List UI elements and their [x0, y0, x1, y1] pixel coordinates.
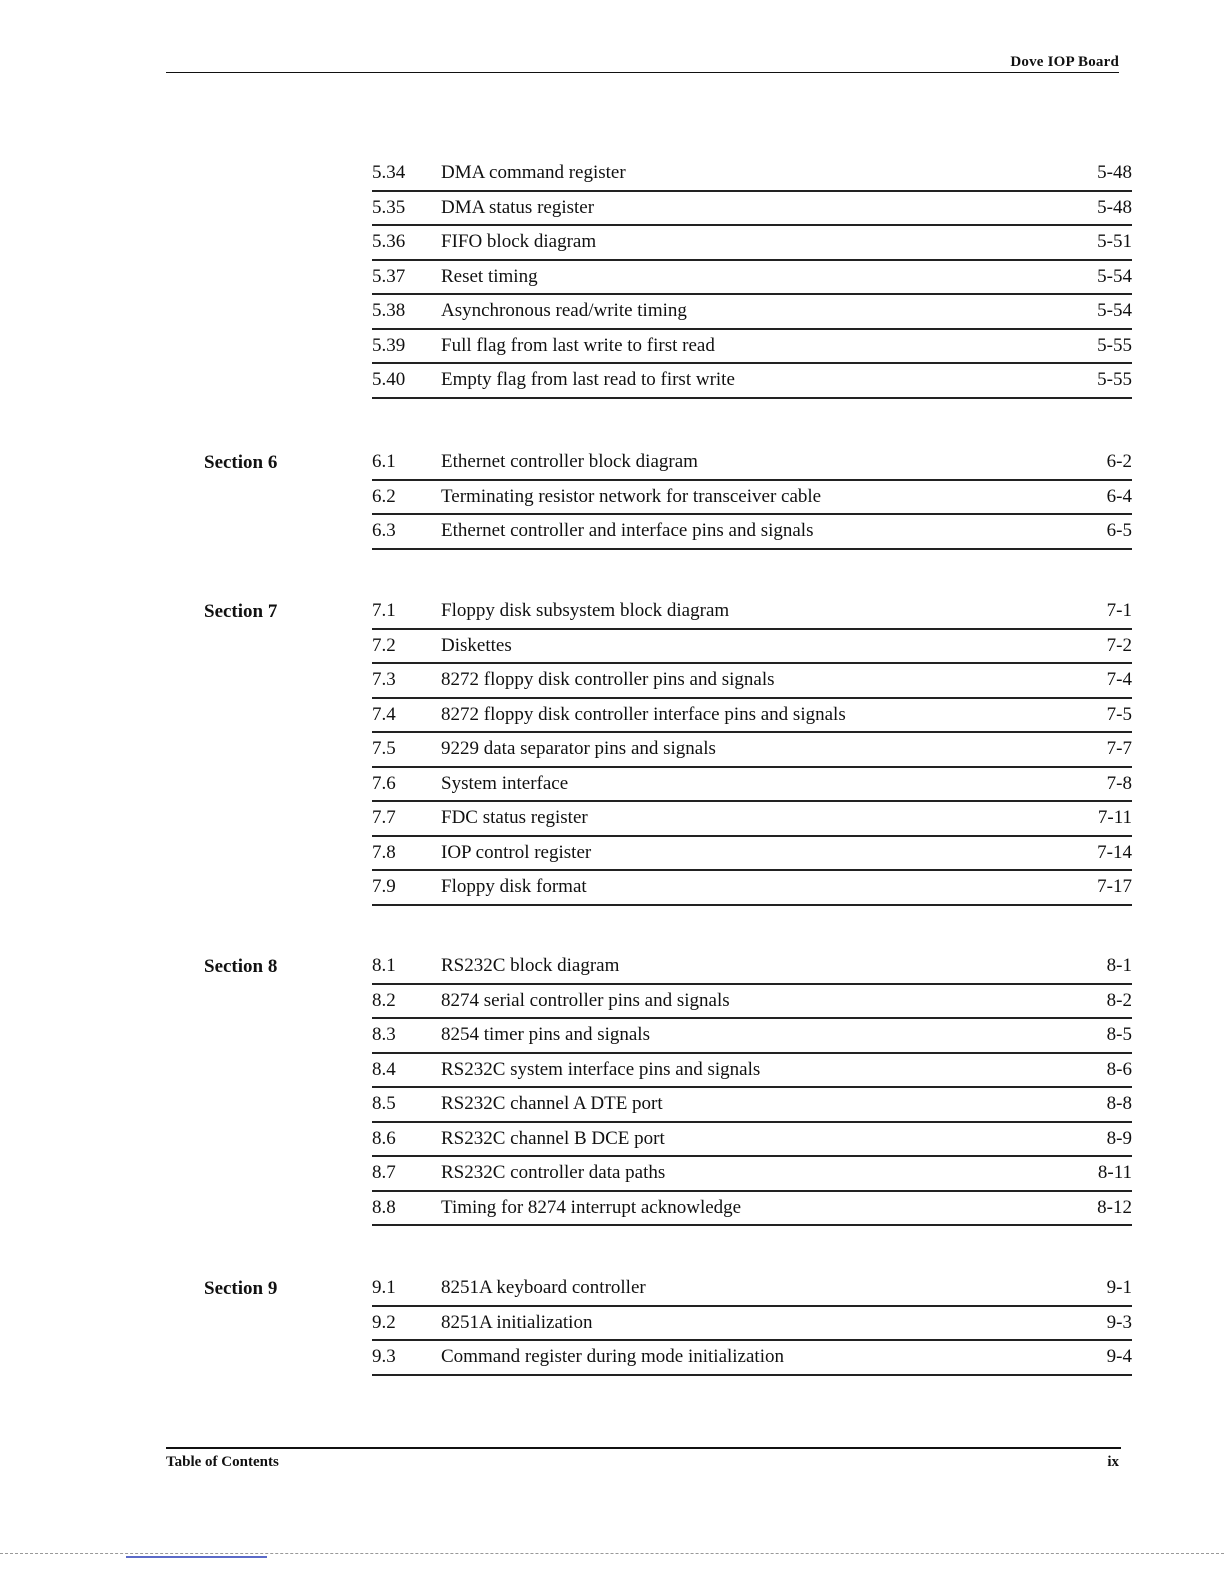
page-reference: 8-1	[1106, 955, 1132, 976]
figure-title: IOP control register	[441, 841, 592, 863]
page-reference: 5-48	[1097, 196, 1132, 218]
figure-title: RS232C block diagram	[441, 955, 620, 976]
figure-title: 8272 floppy disk controller interface pins and signals	[441, 703, 846, 725]
toc-entry	[372, 157, 1132, 192]
figure-title: Floppy disk subsystem block diagram	[441, 600, 730, 621]
page-reference: 7-4	[1106, 669, 1132, 690]
figure-number: 5.38	[372, 300, 406, 321]
toc-entry-list	[372, 1272, 1132, 1376]
toc-entry	[372, 1192, 1132, 1227]
figure-number: 7.2	[372, 634, 396, 656]
figure-number: 8.7	[372, 1162, 396, 1183]
figure-title: 8251A keyboard controller	[441, 1277, 646, 1298]
figure-title: FIFO block diagram	[441, 231, 597, 252]
page-reference: 5-54	[1097, 265, 1132, 287]
figure-number: 7.7	[372, 807, 396, 828]
figure-number: 6.2	[372, 485, 396, 507]
page-reference: 5-54	[1097, 300, 1132, 321]
page-reference: 6-2	[1106, 451, 1132, 472]
footer-rule	[166, 1447, 1121, 1449]
toc-entry	[372, 1123, 1132, 1158]
figure-number: 7.8	[372, 841, 396, 863]
toc-entry	[372, 330, 1132, 365]
figure-number: 8.5	[372, 1093, 396, 1114]
toc-entry	[372, 1088, 1132, 1123]
figure-number: 8.3	[372, 1024, 396, 1045]
toc-entry	[372, 985, 1132, 1020]
toc-entry	[372, 446, 1132, 481]
figure-number: 7.5	[372, 738, 396, 759]
figure-number: 9.3	[372, 1346, 396, 1367]
toc-entry	[372, 699, 1132, 734]
toc-entry	[372, 1272, 1132, 1307]
page-reference: 7-11	[1097, 807, 1132, 828]
page-reference: 7-1	[1106, 600, 1132, 621]
figure-number: 8.6	[372, 1127, 396, 1149]
page-reference: 7-14	[1097, 841, 1132, 863]
toc-entry	[372, 837, 1132, 872]
figure-number: 5.37	[372, 265, 406, 287]
toc-entry-list	[372, 157, 1132, 399]
figure-number: 5.36	[372, 231, 406, 252]
figure-number: 8.8	[372, 1196, 396, 1218]
figure-title: FDC status register	[441, 807, 588, 828]
toc-entry	[372, 595, 1132, 630]
figure-number: 5.35	[372, 196, 406, 218]
figure-title: Timing for 8274 interrupt acknowledge	[441, 1196, 742, 1218]
figure-title: 8254 timer pins and signals	[441, 1024, 650, 1045]
page-reference: 8-9	[1106, 1127, 1132, 1149]
figure-title: System interface	[441, 772, 569, 794]
page-reference: 8-12	[1097, 1196, 1132, 1218]
figure-number: 7.3	[372, 669, 396, 690]
toc-entry	[372, 1054, 1132, 1089]
page-reference: 5-55	[1097, 369, 1132, 390]
figure-number: 5.34	[372, 162, 406, 183]
footer-document-section: Table of Contents	[166, 1454, 279, 1470]
toc-entry	[372, 802, 1132, 837]
toc-entry-list	[372, 950, 1132, 1226]
toc-entry	[372, 871, 1132, 906]
section-label: Section 6	[204, 452, 278, 473]
figure-number: 9.2	[372, 1311, 396, 1333]
toc-entry	[372, 515, 1132, 550]
figure-title: Reset timing	[441, 265, 538, 287]
figure-title: Diskettes	[441, 634, 512, 656]
figure-number: 8.1	[372, 955, 396, 976]
page-reference: 8-2	[1106, 989, 1132, 1011]
header-rule	[166, 72, 1119, 73]
figure-title: Asynchronous read/write timing	[441, 300, 687, 321]
figure-number: 5.39	[372, 334, 406, 356]
page-reference: 5-48	[1097, 162, 1132, 183]
figure-title: Terminating resistor network for transceiver cable	[441, 485, 822, 507]
footer-page-number: ix	[1107, 1454, 1119, 1470]
page-reference: 7-8	[1106, 772, 1132, 794]
toc-entry	[372, 481, 1132, 516]
page-reference: 7-17	[1097, 876, 1132, 897]
toc-entry	[372, 192, 1132, 227]
page-reference: 7-2	[1106, 634, 1132, 656]
figure-title: 8272 floppy disk controller pins and signals	[441, 669, 775, 690]
figure-number: 8.4	[372, 1058, 396, 1080]
page-reference: 5-51	[1097, 231, 1132, 252]
figure-number: 5.40	[372, 369, 406, 390]
toc-entry	[372, 364, 1132, 399]
page-reference: 8-5	[1106, 1024, 1132, 1045]
toc-entry-list	[372, 446, 1132, 550]
page-reference: 7-5	[1106, 703, 1132, 725]
toc-entry	[372, 733, 1132, 768]
running-header-title: Dove IOP Board	[1010, 54, 1119, 70]
figure-number: 7.4	[372, 703, 396, 725]
figure-number: 8.2	[372, 989, 396, 1011]
scan-edge-line	[0, 1553, 1224, 1554]
figure-number: 7.9	[372, 876, 396, 897]
toc-entry	[372, 1157, 1132, 1192]
scan-edge-mark	[126, 1556, 267, 1558]
toc-entry	[372, 261, 1132, 296]
figure-title: Ethernet controller block diagram	[441, 451, 698, 472]
page-reference: 6-4	[1106, 485, 1132, 507]
figure-title: RS232C channel B DCE port	[441, 1127, 665, 1149]
toc-entry	[372, 295, 1132, 330]
page-reference: 8-6	[1106, 1058, 1132, 1080]
figure-title: DMA status register	[441, 196, 595, 218]
figure-number: 9.1	[372, 1277, 396, 1298]
toc-entry	[372, 1341, 1132, 1376]
figure-title: RS232C channel A DTE port	[441, 1093, 663, 1114]
toc-entry	[372, 1019, 1132, 1054]
toc-entry	[372, 768, 1132, 803]
figure-number: 7.6	[372, 772, 396, 794]
section-label: Section 8	[204, 956, 278, 977]
section-label: Section 7	[204, 601, 278, 622]
figure-title: RS232C system interface pins and signals	[441, 1058, 761, 1080]
figure-title: Empty flag from last read to first write	[441, 369, 735, 390]
page-reference: 8-11	[1097, 1162, 1132, 1183]
figure-title: 8251A initialization	[441, 1311, 593, 1333]
figure-title: Full flag from last write to first read	[441, 334, 715, 356]
section-label: Section 9	[204, 1278, 278, 1299]
figure-title: Floppy disk format	[441, 876, 587, 897]
page-reference: 8-8	[1106, 1093, 1132, 1114]
page-reference: 5-55	[1097, 334, 1132, 356]
page-reference: 9-3	[1106, 1311, 1132, 1333]
page-reference: 6-5	[1106, 520, 1132, 541]
page-reference: 9-1	[1106, 1277, 1132, 1298]
figure-title: Command register during mode initialization	[441, 1346, 784, 1367]
figure-number: 6.1	[372, 451, 396, 472]
figure-title: DMA command register	[441, 162, 626, 183]
toc-entry	[372, 1307, 1132, 1342]
toc-entry-list	[372, 595, 1132, 906]
toc-entry	[372, 950, 1132, 985]
figure-title: 8274 serial controller pins and signals	[441, 989, 730, 1011]
toc-entry	[372, 630, 1132, 665]
figure-number: 7.1	[372, 600, 396, 621]
toc-entry	[372, 664, 1132, 699]
figure-title: RS232C controller data paths	[441, 1162, 666, 1183]
page-reference: 7-7	[1106, 738, 1132, 759]
toc-entry	[372, 226, 1132, 261]
figure-title: Ethernet controller and interface pins and signals	[441, 520, 814, 541]
figure-title: 9229 data separator pins and signals	[441, 738, 716, 759]
figure-number: 6.3	[372, 520, 396, 541]
page-reference: 9-4	[1106, 1346, 1132, 1367]
